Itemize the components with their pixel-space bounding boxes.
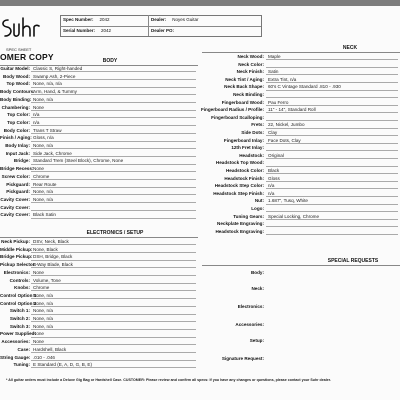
spec-value: Side Jack, Chrome <box>33 150 72 156</box>
spec-value: Chrome <box>33 285 50 291</box>
spec-label: Input Jack: <box>5 150 30 156</box>
value-underline <box>31 360 196 361</box>
spec-label: Neck Binding: <box>233 92 264 97</box>
spec-value: n/a <box>33 112 40 118</box>
spec-label: Cavity Cover: <box>0 204 30 210</box>
special-request-label: Electronics: <box>237 304 264 309</box>
value-underline <box>266 188 398 189</box>
value-underline <box>266 67 398 68</box>
spec-value: Rear Route <box>33 181 57 187</box>
spec-value: n/a <box>268 190 275 196</box>
spec-row <box>0 168 400 175</box>
spec-label: Guitar Model: <box>0 66 30 71</box>
value-underline <box>266 196 398 197</box>
spec-label: Headstock Step Color: <box>214 183 264 189</box>
spec-value: Standard Trem (Steel Block), Chrome, None <box>33 158 124 164</box>
value-underline <box>266 166 398 167</box>
spec-label: Fingerboard Inlay: <box>223 137 264 143</box>
electronics-section-title: ELECTRONICS / SETUP <box>86 230 144 236</box>
spec-value: Volume, Tone <box>33 277 61 283</box>
value-underline <box>31 290 196 291</box>
neck-section-title: NECK <box>342 45 358 51</box>
spec-value: None, n/a <box>33 143 53 148</box>
spec-value: 22, Nickel, Jumbo <box>268 122 305 128</box>
spec-value: Hardshell, Black <box>33 346 67 352</box>
spec-label: Middle Pickup: <box>0 246 33 252</box>
spec-row <box>0 221 400 228</box>
value-underline <box>31 321 196 322</box>
spec-row <box>0 115 400 122</box>
spec-value: E Standard (E, A, D, G, B, E) <box>33 362 92 368</box>
value-underline <box>31 306 196 307</box>
spec-row <box>0 145 400 152</box>
value-underline <box>31 275 196 276</box>
value-underline <box>266 158 398 159</box>
spec-label: Frets: <box>251 122 264 128</box>
spec-value: Black <box>268 168 280 173</box>
spec-label: Pickguard: <box>6 189 30 195</box>
spec-label: Logo: <box>251 206 264 211</box>
value-underline <box>266 226 398 227</box>
value-underline <box>31 344 196 345</box>
spec-label: Bridge: <box>13 158 30 164</box>
spec-value: None, n/a <box>33 196 53 202</box>
spec-label: Body Contours: <box>0 89 35 95</box>
spec-label: Neck Tint / Aging: <box>225 76 264 82</box>
spec-row <box>0 69 400 76</box>
spec-value: None, n/a <box>33 292 53 298</box>
spec-row <box>0 160 400 167</box>
spec-value: n/a <box>33 119 40 125</box>
spec-label: Case: <box>17 346 30 352</box>
spec-label: Body Inlay: <box>5 143 30 148</box>
spec-value: None <box>33 104 44 110</box>
spec-value: n/a <box>268 183 275 189</box>
spec-label: Body Binding: <box>0 96 32 102</box>
spec-label: String Gauge: <box>0 354 31 360</box>
value-underline <box>31 329 196 330</box>
spec-value: Chrome <box>33 173 50 179</box>
spec-row <box>0 119 400 129</box>
spec-row <box>0 191 400 198</box>
spec-label: Neck Wood: <box>237 54 264 59</box>
serial-number: Serial Number: 2042 <box>63 28 112 33</box>
spec-value: Special Locking, Chrome <box>268 213 320 219</box>
value-underline <box>266 135 398 136</box>
spec-row <box>0 239 400 246</box>
spec-value: None, n/a, n/a <box>33 81 62 87</box>
spec-row <box>0 62 400 69</box>
spec-label: Headstock Top Wood: <box>215 160 264 166</box>
spec-value: Clay <box>268 130 278 135</box>
spec-value: None <box>33 166 44 172</box>
spec-label: Body Wood: <box>3 73 30 79</box>
spec-row <box>0 104 400 114</box>
spec-row <box>0 92 400 99</box>
special-request-label: Setup: <box>249 338 264 343</box>
spec-value: None, n/a <box>33 189 53 195</box>
spec-value: DSH, Bridge, Black <box>33 254 73 260</box>
special-request-label: Body: <box>250 270 264 275</box>
dealer-po: Dealer PO: <box>151 28 175 33</box>
spec-value: None, n/a <box>33 300 53 306</box>
spec-value: 1.687", Tusq, White <box>268 198 308 204</box>
spec-label: Accessories: <box>1 339 30 345</box>
spec-label: Pickup Selector: <box>0 262 36 268</box>
spec-row <box>0 214 400 221</box>
spec-label: Neckplate Engraving: <box>217 221 264 227</box>
spec-label: Power Supplied: <box>0 331 36 337</box>
value-underline <box>266 120 398 121</box>
spec-number: Spec Number: 2042 <box>63 17 110 22</box>
spec-label: Finish / Aging: <box>0 135 32 141</box>
value-underline <box>31 314 196 315</box>
special-requests-title: SPECIAL REQUESTS <box>327 258 379 264</box>
spec-label: Control Option 2: <box>0 300 38 306</box>
spec-value: None, n/a <box>33 316 53 321</box>
spec-value: None, n/a <box>33 323 53 329</box>
spec-label: 12th Fret Inlay: <box>231 145 264 151</box>
spec-label: Headstock Finish: <box>224 175 264 181</box>
footer-note: * All guitar orders must include a Deluxe Gig Bag or Hardshell Case. CUSTOMER: Please review and confirm all specs: If you have any changes or questions, please contact your Suhr dealer. <box>6 378 331 382</box>
spec-row <box>0 293 400 300</box>
spec-row <box>0 347 400 354</box>
spec-value: Arm, Hand, & Tummy <box>33 89 77 95</box>
spec-row <box>0 138 400 145</box>
spec-value: 5-Way Blade, Black <box>33 262 73 268</box>
spec-value: None <box>33 339 44 345</box>
spec-label: Bridge Pickup: <box>0 254 33 260</box>
dealer: Dealer: Noyes Guitar <box>151 17 199 22</box>
spec-label: Cavity Cover: <box>0 212 30 218</box>
spec-row <box>0 173 400 183</box>
value-underline <box>31 298 196 299</box>
spec-label: Top Wood: <box>6 81 30 87</box>
spec-row <box>0 229 400 236</box>
spec-row <box>0 150 400 160</box>
spec-label: Tuning Gears: <box>233 213 264 219</box>
spec-label: Body Color: <box>3 127 30 133</box>
spec-value: DSV, Neck, Black <box>33 239 69 244</box>
spec-value: None, n/a <box>33 308 53 314</box>
spec-label: Knobs: <box>14 285 30 291</box>
subtitle: SPEC SHEET <box>6 47 32 52</box>
spec-label: Tuning: <box>13 362 30 368</box>
spec-row <box>0 198 400 205</box>
spec-label: Top Color: <box>7 112 30 118</box>
suhr-logo <box>0 16 40 42</box>
spec-row <box>0 84 400 91</box>
spec-row <box>0 54 400 61</box>
spec-label: Bridge Recess: <box>0 166 34 172</box>
value-underline <box>266 74 398 75</box>
spec-value: None <box>33 331 44 337</box>
spec-label: Fingerboard Radius / Profile: <box>200 107 264 113</box>
spec-label: Pickguard: <box>6 181 30 187</box>
spec-value: .010 - .046 <box>33 354 55 360</box>
spec-label: Switch 2: <box>9 316 30 321</box>
spec-label: Nut: <box>254 198 264 204</box>
spec-value: Gloss, n/a <box>33 135 54 141</box>
value-underline <box>266 173 398 174</box>
spec-value: Classic S, Right-handed <box>33 66 83 71</box>
spec-label: Chambering: <box>1 104 30 110</box>
spec-label: Headstock Engraving: <box>215 228 264 234</box>
spec-value: Maple <box>268 54 281 59</box>
spec-label: Switch 1: <box>9 308 30 314</box>
value-underline <box>266 181 398 182</box>
special-request-label: Neck: <box>251 286 264 291</box>
spec-value: Face Dots, Clay <box>268 137 301 143</box>
spec-value: Black Satin <box>33 212 56 218</box>
spec-label: Headstock: <box>239 152 264 158</box>
spec-row <box>0 206 400 213</box>
spec-label: Switch 3: <box>9 323 30 329</box>
spec-label: Side Dots: <box>241 130 264 135</box>
spec-label: Screw Color: <box>1 173 30 179</box>
copy-label: OMER COPY <box>0 52 54 62</box>
value-underline <box>266 234 398 235</box>
spec-label: Controls: <box>9 277 30 283</box>
spec-value: None, Black <box>33 246 58 252</box>
spec-value: 11" - 14", Standard Roll <box>268 107 316 113</box>
spec-label: Control Option 1: <box>0 292 38 298</box>
special-request-label: Signature Request: <box>221 356 264 361</box>
spec-value: Extra Tint, n/a <box>268 76 297 82</box>
spec-label: Neck Finish: <box>236 69 264 75</box>
body-section-title: BODY <box>102 58 118 64</box>
spec-label: Headstock Color: <box>225 168 264 173</box>
spec-label: Cavity Cover: <box>0 196 30 202</box>
spec-row <box>0 77 400 84</box>
value-underline <box>266 211 398 212</box>
value-underline <box>266 150 398 151</box>
spec-label: Fingerboard Scalloping: <box>211 114 264 120</box>
spec-label: Headstock Step Finish: <box>213 190 264 196</box>
spec-value: Satin <box>268 69 279 75</box>
spec-value: Original <box>268 152 284 158</box>
spec-label: Electronics: <box>3 269 30 275</box>
spec-value: Gloss <box>268 175 280 181</box>
spec-label: Neck Back Shape: <box>224 84 264 90</box>
value-underline <box>266 97 398 98</box>
spec-value: Trans T Straw <box>33 127 62 133</box>
value-underline <box>31 337 196 338</box>
spec-row <box>0 308 400 315</box>
spec-value: None, n/a <box>33 96 53 102</box>
spec-sheet <box>0 6 400 400</box>
spec-value: Pau Ferro <box>268 99 289 105</box>
spec-row <box>0 127 400 137</box>
spec-row <box>0 183 400 190</box>
spec-row <box>0 247 400 254</box>
spec-value: None <box>33 269 44 275</box>
spec-value: Swamp Ash, 2-Piece <box>33 73 76 79</box>
spec-row <box>0 362 400 369</box>
spec-label: Top Color: <box>7 119 30 125</box>
spec-label: Fingerboard Wood: <box>221 99 264 105</box>
value-underline <box>266 59 398 60</box>
spec-label: Neck Pickup: <box>1 239 30 244</box>
spec-row <box>0 278 400 285</box>
special-request-label: Accessories: <box>235 322 264 327</box>
spec-value: 60's C Vintage Standard .810 - .930 <box>268 84 341 90</box>
spec-row <box>0 100 400 107</box>
spec-label: Neck Color: <box>238 61 264 67</box>
